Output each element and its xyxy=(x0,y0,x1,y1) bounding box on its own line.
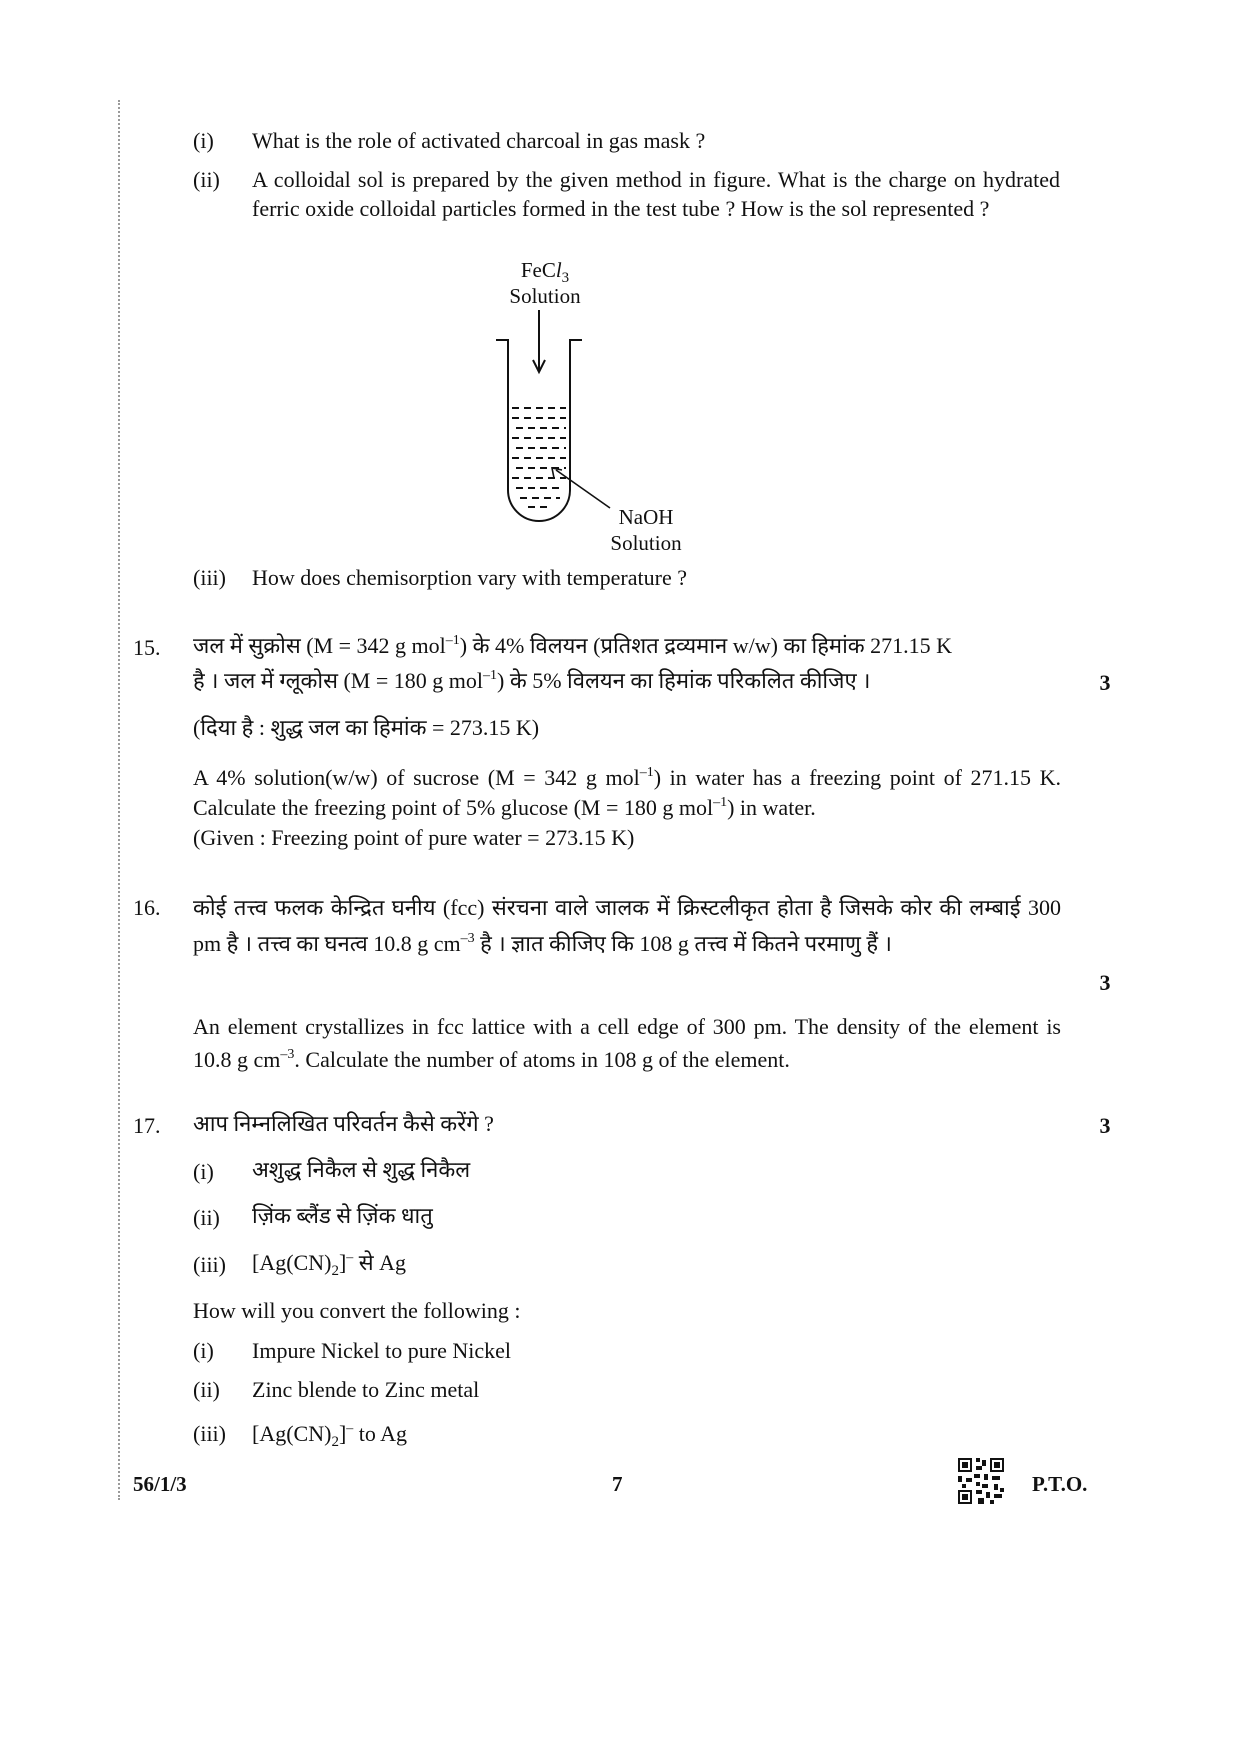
page-number: 7 xyxy=(612,1472,623,1496)
q15-marks: 3 xyxy=(1099,670,1111,695)
q15-english-given: (Given : Freezing point of pure water = 273.15 K) xyxy=(193,825,635,850)
q17-hindi-part-iii-text: $[Ag(CN)_2]^-$ से Ag xyxy=(252,1250,407,1279)
q15-english-text: A 4% solution(w/w) of sucrose (M = 342 g mol$^{-1}$) in water has a freezing point of 271.15 K. Calculate the freezing point of 5% glucose (M = 180 g mol$^{-1}$) in water. xyxy=(193,765,1061,820)
q17-hindi-part-i-label: (i) xyxy=(193,1159,214,1184)
q17-en-part-i-label: (i) xyxy=(193,1338,214,1363)
q17-en-part-iii-text: $[Ag(CN)_2]^-$ to Ag xyxy=(252,1421,408,1450)
q17-number: 17. xyxy=(133,1113,161,1138)
q15-number: 15. xyxy=(133,635,161,660)
q14-part-i-text: What is the role of activated charcoal in gas mask ? xyxy=(252,128,706,153)
q14-part-ii-label: (ii) xyxy=(193,167,220,192)
q14-part-iii-label: (iii) xyxy=(193,565,226,590)
paper-code: 56/1/3 xyxy=(133,1472,187,1496)
q17-english-stem: How will you convert the following : xyxy=(193,1298,521,1323)
q15-hindi-line2: है । जल में ग्लूकोस (M = 180 g mol$^{-1}$) के 5% विलयन का हिमांक परिकलित कीजिए । xyxy=(193,668,871,693)
q17-hindi-part-iii-label: (iii) xyxy=(193,1252,226,1277)
q17-hindi-part-ii-label: (ii) xyxy=(193,1205,220,1230)
q16-marks: 3 xyxy=(1099,970,1111,995)
q16-hindi-text: कोई तत्त्व फलक केन्द्रित घनीय (fcc) संरचना वाले जालक में क्रिस्टलीकृत होता है जिसके कोर की लम्बाई 300 pm है । तत्त्व का घनत्व 10.8 g $cm^{-3}$ है । ज्ञात कीजिए कि 108 g तत्त्व में कितने परमाणु हैं । xyxy=(193,895,1061,956)
q17-en-part-ii-text: Zinc blende to Zinc metal xyxy=(252,1377,480,1402)
margin-dotted-line xyxy=(118,100,120,1500)
q17-en-part-ii-label: (ii) xyxy=(193,1377,220,1402)
q17-hindi-part-ii-text: ज़िंक ब्लैंड से ज़िंक धातु xyxy=(252,1203,433,1228)
q17-hindi-stem: आप निम्नलिखित परिवर्तन कैसे करेंगे ? xyxy=(193,1111,494,1136)
please-turn-over: P.T.O. xyxy=(1032,1472,1088,1496)
q14-part-ii-text: A colloidal sol is prepared by the given method in figure. What is the charge on hydrated ferric oxide colloidal particles formed in the test tube ? How is the sol represented ? xyxy=(252,167,1060,221)
q17-marks: 3 xyxy=(1099,1113,1111,1138)
figure-label-naoh-solution: Solution xyxy=(610,531,682,555)
q16-number: 16. xyxy=(133,895,161,920)
q17-en-part-i-text: Impure Nickel to pure Nickel xyxy=(252,1338,512,1363)
figure-label-naoh: NaOH xyxy=(618,505,674,529)
qr-code-icon xyxy=(958,1458,1004,1504)
q17-hindi-part-i-text: अशुद्ध निकैल से शुद्ध निकैल xyxy=(252,1157,471,1182)
q15-hindi-given: (दिया है : शुद्ध जल का हिमांक = 273.15 K) xyxy=(193,715,540,740)
figure-label-fecl3: FeCl$_3$ xyxy=(520,258,570,286)
q16-english-text: An element crystallizes in fcc lattice with a cell edge of 300 pm. The density of the element is 10.8 g $cm^{-3}$. Calculate the number of atoms in 108 g of the element. xyxy=(193,1014,1061,1072)
q14-part-iii-text: How does chemisorption vary with temperature ? xyxy=(252,565,687,590)
q15-hindi-line1: जल में सुक्रोस (M = 342 g mol$^{-1}$) के 4% विलयन (प्रतिशत द्रव्यमान w/w) का हिमांक 271.15 K xyxy=(193,633,953,658)
figure-label-fecl3-solution: Solution xyxy=(509,284,581,308)
q17-en-part-iii-label: (iii) xyxy=(193,1421,226,1446)
test-tube-diagram xyxy=(490,310,650,525)
q14-part-i-label: (i) xyxy=(193,128,214,153)
